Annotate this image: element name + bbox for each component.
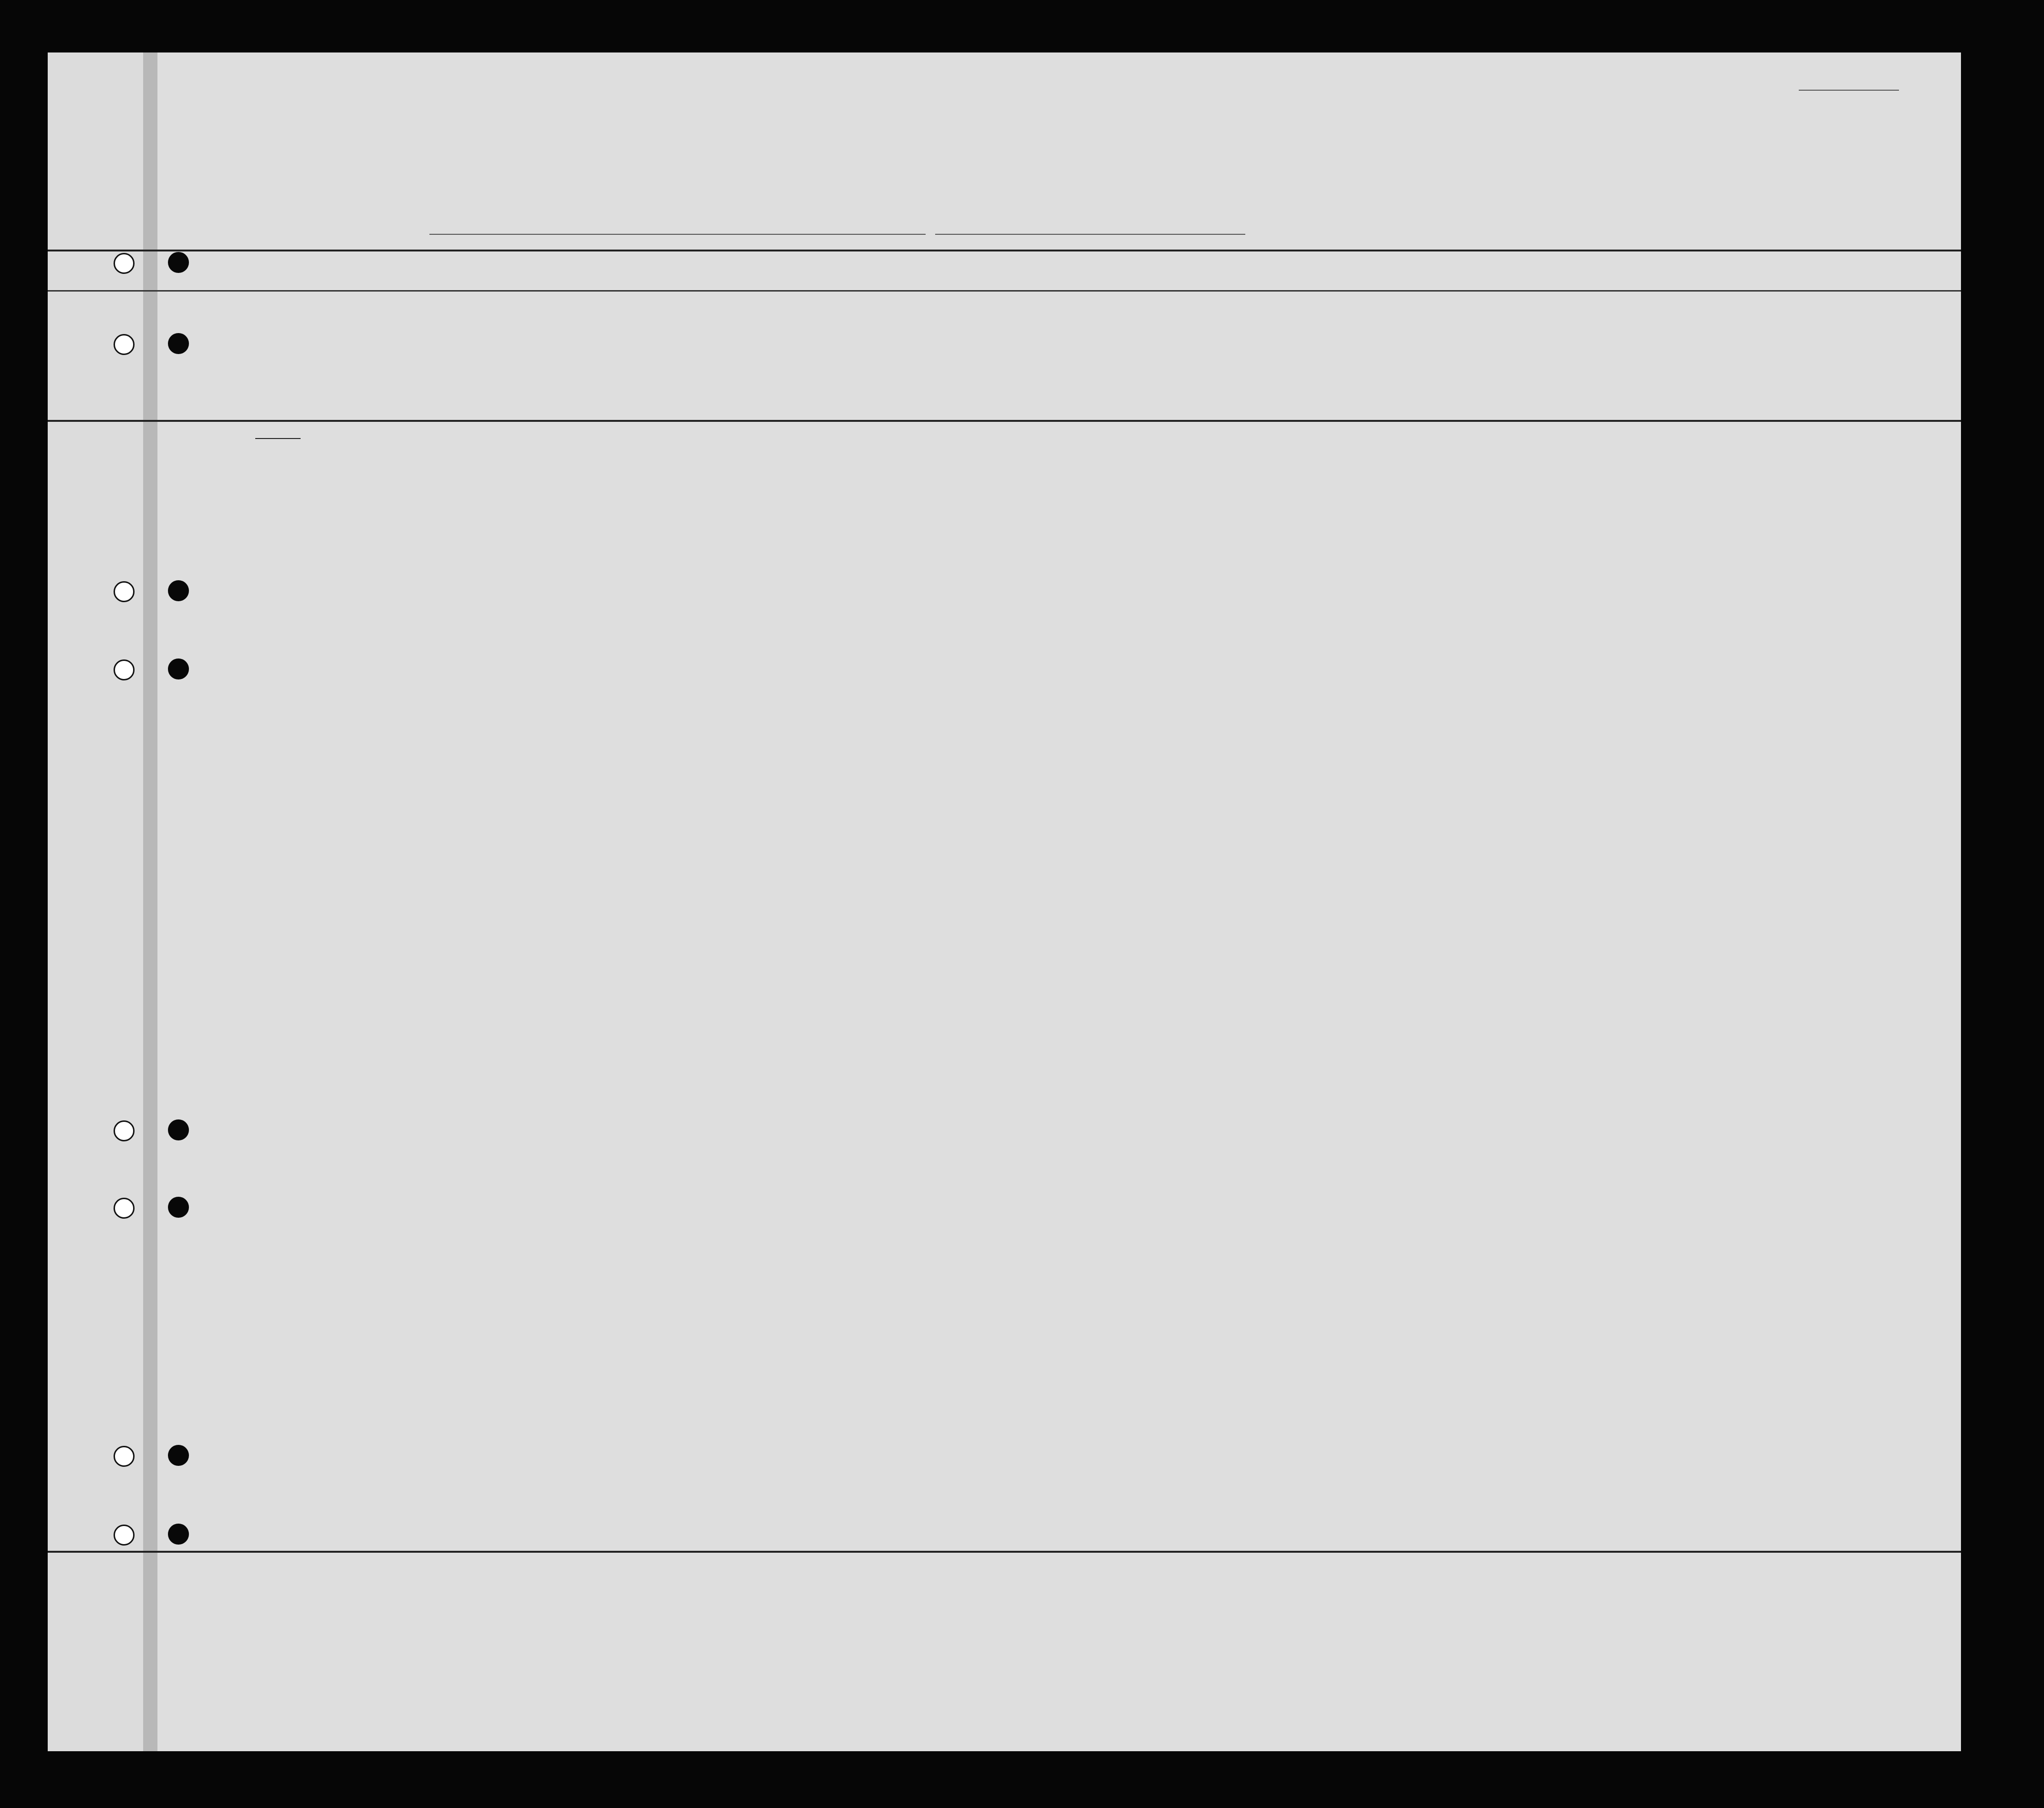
header-deported [1522, 305, 1541, 415]
date-underline [935, 234, 1245, 235]
table-top-rule [48, 250, 1961, 251]
binding-ring [114, 253, 135, 274]
manifest-sheet [157, 52, 1961, 1751]
table-bottom-rule [48, 1551, 1961, 1553]
binding-ring [114, 581, 135, 602]
header-citizen-intent [1317, 305, 1341, 415]
header-number-rule [48, 290, 1961, 292]
header-prison [1355, 305, 1380, 415]
binding-hole [168, 1445, 189, 1466]
header-bottom-rule [48, 420, 1961, 422]
binding-hole [168, 333, 189, 354]
relative-underline [255, 438, 301, 439]
binding-hole [168, 1524, 189, 1545]
binding-ring [114, 659, 135, 680]
binding-edge [143, 52, 157, 1751]
previous-page-edge [48, 52, 157, 1751]
header-length-of-stay [1264, 305, 1283, 415]
header-labor-offer [1472, 305, 1508, 415]
binding-ring [114, 1525, 135, 1546]
binding-hole [168, 658, 189, 679]
binding-ring [114, 1120, 135, 1141]
binding-hole [168, 580, 189, 601]
binding-hole [168, 1197, 189, 1218]
binding-ring [114, 334, 135, 355]
port-underline [429, 234, 926, 235]
binding-hole [168, 1119, 189, 1140]
binding-ring [114, 1198, 135, 1219]
header-overthrow [1424, 305, 1463, 415]
binding-hole [168, 252, 189, 273]
list-underline [1799, 90, 1899, 91]
header-return-intent [1193, 305, 1231, 415]
binding-ring [114, 1446, 135, 1467]
header-fifty-dollars [787, 298, 804, 413]
